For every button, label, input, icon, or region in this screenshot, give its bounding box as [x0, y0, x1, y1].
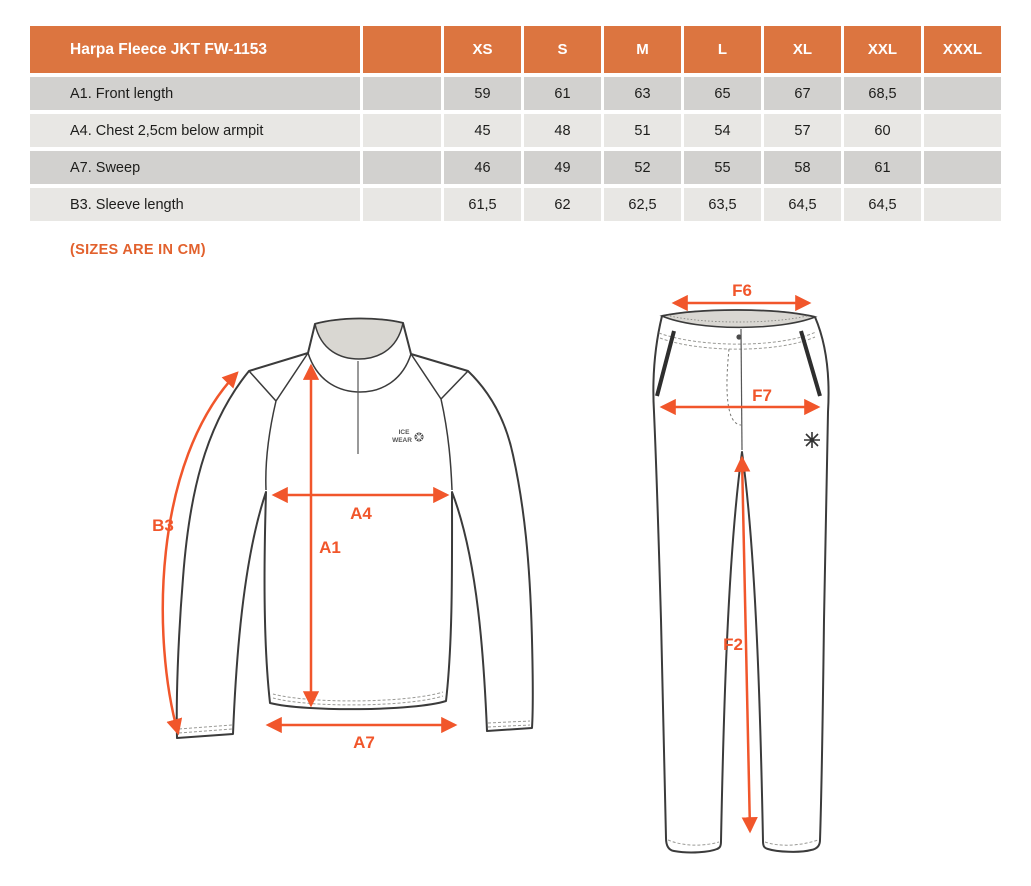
snowflake-logo-icon	[804, 432, 820, 448]
f2-label: F2	[723, 635, 743, 654]
b3-label: B3	[152, 516, 174, 535]
sizes-in-cm-note: (SIZES ARE IN CM)	[70, 242, 206, 258]
value-cell: 61,5	[444, 188, 521, 221]
header-cell-xl: XL	[764, 26, 841, 73]
snowflake-icon	[415, 433, 424, 442]
row-label: B3. Sleeve length	[30, 188, 360, 221]
value-cell: 52	[604, 151, 681, 184]
value-cell: 58	[764, 151, 841, 184]
row-label: A4. Chest 2,5cm below armpit	[30, 114, 360, 147]
value-cell: 62,5	[604, 188, 681, 221]
f7-label: F7	[752, 386, 772, 405]
header-cell-m: M	[604, 26, 681, 73]
value-cell: 63,5	[684, 188, 761, 221]
value-cell: 54	[684, 114, 761, 147]
value-cell: 63	[604, 77, 681, 110]
value-cell: 65	[684, 77, 761, 110]
value-cell: 57	[764, 114, 841, 147]
f6-label: F6	[732, 281, 752, 300]
a7-label: A7	[353, 733, 375, 752]
value-cell: 46	[444, 151, 521, 184]
value-cell: 64,5	[764, 188, 841, 221]
a1-label: A1	[319, 538, 341, 557]
header-cell-xxxl: XXXL	[924, 26, 1001, 73]
value-cell: 64,5	[844, 188, 921, 221]
value-cell: 55	[684, 151, 761, 184]
header-cell-l: L	[684, 26, 761, 73]
a7-arrow	[268, 725, 455, 752]
f6-arrow	[674, 281, 809, 303]
value-cell: 59	[444, 77, 521, 110]
header-cell-xs: XS	[444, 26, 521, 73]
value-cell: 61	[524, 77, 601, 110]
value-cell: 62	[524, 188, 601, 221]
value-cell: 67	[764, 77, 841, 110]
row-label: A7. Sweep	[30, 151, 360, 184]
value-cell: 45	[444, 114, 521, 147]
table-title: Harpa Fleece JKT FW-1153	[30, 26, 360, 73]
value-cell: 60	[844, 114, 921, 147]
value-cell: 61	[844, 151, 921, 184]
jacket-drawing	[152, 319, 533, 752]
header-cell-s: S	[524, 26, 601, 73]
logo-line1: ICE	[398, 429, 410, 436]
header-cell-xxl: XXL	[844, 26, 921, 73]
value-cell: 68,5	[844, 77, 921, 110]
a4-label: A4	[350, 504, 372, 523]
value-cell: 51	[604, 114, 681, 147]
value-cell: 48	[524, 114, 601, 147]
pants-drawing	[653, 281, 828, 852]
value-cell: 49	[524, 151, 601, 184]
row-label: A1. Front length	[30, 77, 360, 110]
logo-line2: WEAR	[392, 437, 412, 444]
